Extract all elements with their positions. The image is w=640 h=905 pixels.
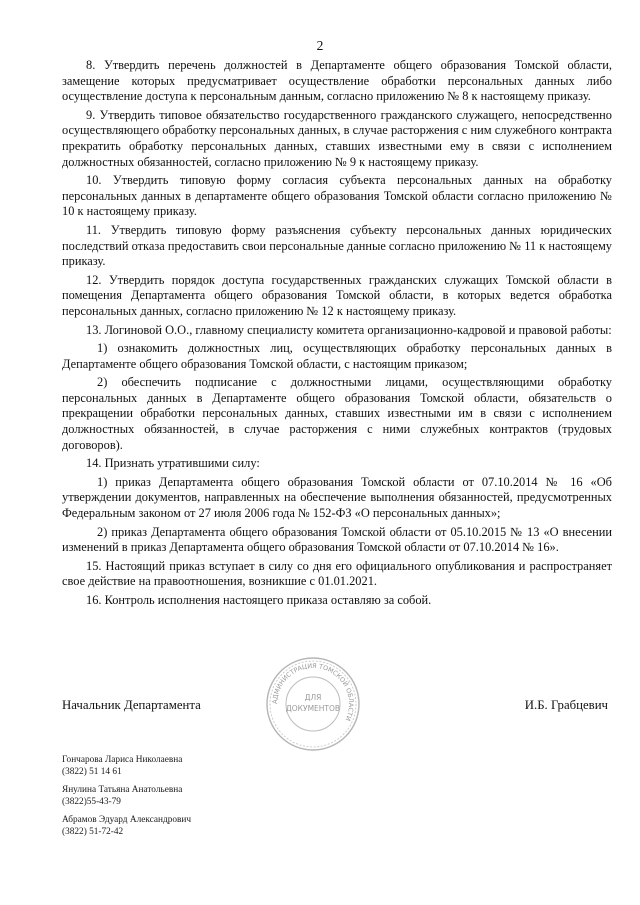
contact-name: Абрамов Эдуард Александрович: [62, 815, 192, 825]
contact-name: Гончарова Лариса Николаевна: [62, 755, 183, 765]
stamp-ring-text: АДМИНИСТРАЦИЯ ТОМСКОЙ ОБЛАСТИ: [270, 661, 356, 723]
paragraph-14-item-1: 1) приказ Департамента общего образования Томской области от 07.10.2014 № 16 «Об утверждении документов, направленных на обеспечение выполнения обязанностей, предусмотренных Федеральным законом от 27 июля 2006 года № 152-ФЗ «О персональных данных»;: [62, 474, 612, 521]
contact-entry: [62, 784, 322, 808]
paragraph-13: 13. Логиновой О.О., главному специалисту комитета организационно-кадровой и правовой работы:: [86, 322, 612, 337]
signature-block: [62, 698, 612, 716]
paragraph-15: 15. Настоящий приказ вступает в силу со дня его официального опубликования и распространяет свое действие на правоотношения, возникшие с 01.01.2021.: [62, 558, 612, 589]
paragraph-9: 9. Утвердить типовое обязательство государственного гражданского служащего, непосредственно осуществляющего обработку персональных данных, в случае расторжения с ним служебного контракта прекратить обработку персональных данных, ставших известными ему в связи с исполнением должностных обязанностей, согласно приложению № 9 к настоящему приказу.: [62, 107, 612, 169]
paragraph-8: 8. Утвердить перечень должностей в Департаменте общего образования Томской области, замещение которых предусматривает осуществление обработки персональных данных либо осуществление доступа к персональным данным, согласно приложению № 8 к настоящему приказу.: [62, 58, 612, 104]
contact-entry: [62, 814, 322, 838]
contacts-block: [62, 754, 322, 844]
contact-phone: (3822) 51-72-42: [62, 827, 124, 837]
paragraph-10: 10. Утвердить типовую форму согласия субъекта персональных данных на обработку персональных данных в департаменте общего образования Томской области согласно приложению № 10 к настоящему приказу.: [62, 173, 612, 219]
stamp-center-bottom: ДОКУМЕНТОВ: [285, 704, 341, 713]
paragraph-13-item-1: 1) ознакомить должностных лиц, осуществляющих обработку персональных данных в Департаменте общего образования Томской области, с настоящим приказом;: [62, 341, 612, 371]
signer-name: И.Б. Грабцевич: [524, 698, 608, 712]
signer-title: Начальник Департамента: [62, 698, 201, 712]
page-number: 2: [316, 38, 324, 53]
paragraph-14-item-2: 2) приказ Департамента общего образования Томской области от 05.10.2015 № 13 «О внесении изменений в приказ Департамента общего образования Томской области от 07.10.2014 № 16».: [62, 524, 612, 555]
contact-name: Янулина Татьяна Анатольевна: [62, 785, 183, 795]
paragraph-12: 12. Утвердить порядок доступа государственных гражданских служащих Томской области в помещения Департамента общего образования Томской области, в которых ведется обработка персональных данных, согласно приложению № 12 к настоящему приказу.: [62, 272, 612, 318]
contact-phone: (3822) 51 14 61: [62, 767, 122, 777]
contact-phone: (3822)55-43-79: [62, 797, 121, 807]
paragraph-16: 16. Контроль исполнения настоящего приказа оставляю за собой.: [86, 593, 432, 607]
contact-entry: [62, 754, 322, 778]
stamp-center-top: ДЛЯ: [304, 693, 322, 702]
paragraph-11: 11. Утвердить типовую форму разъяснения субъекту персональных данных юридических последствий отказа предоставить свои персональные данные согласно приложению № 11 к настоящему приказу.: [62, 222, 612, 269]
paragraph-14: 14. Признать утратившими силу:: [86, 456, 260, 471]
paragraph-13-item-2: 2) обеспечить подписание с должностными лицами, осуществляющими обработку персональных данных в Департаменте общего образования Томской области, обязательств о прекращении обработки персональных данных, ставших известными им в связи с исполнением должностных обязанностей, в случае расторжения с ними служебных контрактов (трудовых договоров).: [62, 375, 612, 452]
order-body: [62, 58, 612, 612]
